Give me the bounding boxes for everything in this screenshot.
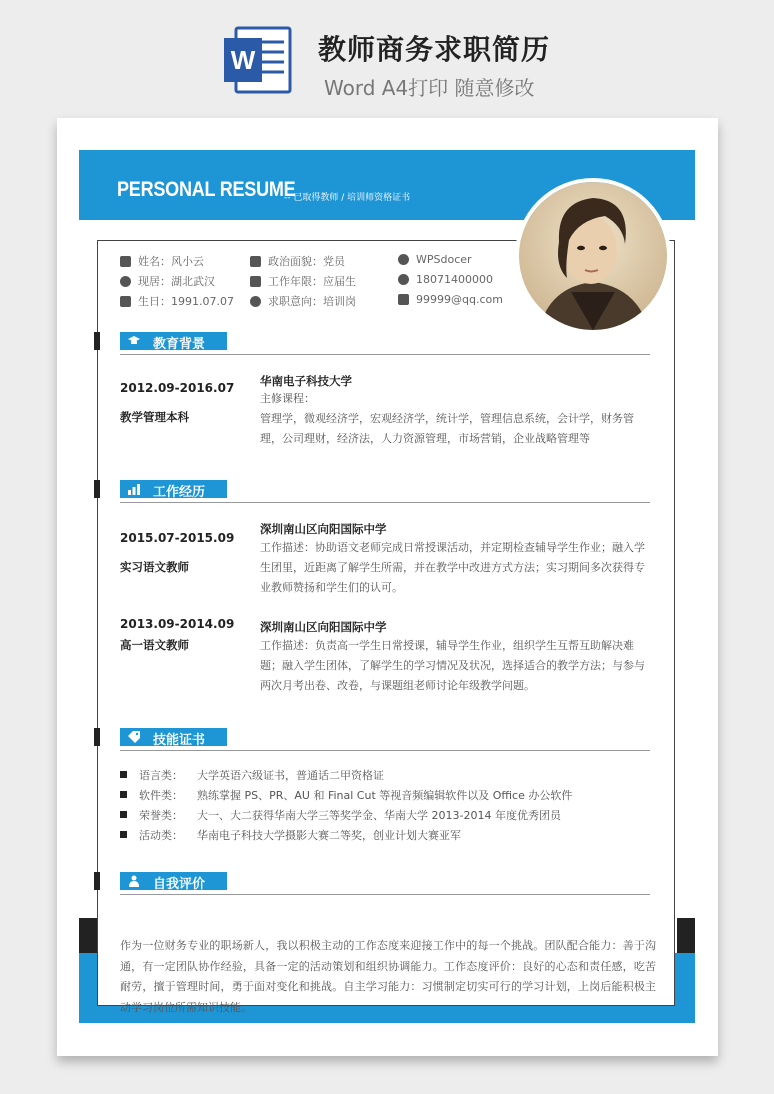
info-political: 政治面貌：党员: [250, 253, 345, 269]
section-label: 自我评价: [153, 877, 206, 892]
section-education: [98, 331, 674, 353]
section-tag: [120, 332, 227, 350]
calendar-icon: [120, 296, 131, 307]
work-org-2: 深圳南山区向阳国际中学: [260, 620, 387, 634]
work-desc-2: 工作描述：负责高一学生日常授课，辅导学生作业，组织学生互帮互助解决难题；融入学生团体，了解学生的学习情况及状况，选择适合的教学方法；与参与两次月考出卷、改卷，与课题组老师讨论年级教学问题。: [260, 639, 645, 692]
education-courses: 管理学，微观经济学，宏观经济学，统计学，管理信息系统，会计学，财务管理，公司理财，经济法，人力资源管理，市场营销，企业战略管理等: [260, 412, 634, 445]
work-desc-1: 工作描述：协助语文老师完成日常授课活动，并定期检查辅导学生作业；融入学生团里，近距离了解学生所需，并在教学中改进方式方法；实习期间多次获得专业教师赞扬和学生们的认可。: [260, 541, 645, 594]
skill-item: 软件类： 熟练掌握 PS、PR、AU 和 Final Cut 等视音频编辑软件以及 Office 办公软件: [120, 787, 572, 803]
mail-icon: [398, 294, 409, 305]
bar-chart-icon: [128, 483, 140, 495]
bottom-dark-bar-right: [677, 918, 695, 953]
bullet-square: [120, 811, 127, 818]
info-location: 现居：湖北武汉: [120, 273, 215, 289]
section-divider: [120, 894, 650, 895]
section-marker: [94, 332, 100, 350]
info-birthday: 生日：1991.07.07: [120, 293, 234, 309]
section-marker: [94, 728, 100, 746]
skill-item: 语言类： 大学英语六级证书，普通话二甲资格证: [120, 767, 384, 783]
section-work: [98, 479, 674, 501]
resume-title: PERSONAL RESUME: [117, 178, 296, 201]
section-tag: [120, 872, 227, 890]
bottom-dark-bar-left: [79, 918, 97, 953]
section-marker: [94, 480, 100, 498]
resume-page: [57, 118, 718, 1056]
section-tag: [120, 728, 227, 746]
top-banner: [0, 0, 774, 118]
work-date-2: 2013.09-2014.09: [120, 617, 235, 631]
education-degree: 教学管理本科: [120, 410, 189, 424]
skill-item: 活动类： 华南电子科技大学摄影大赛二等奖，创业计划大赛亚军: [120, 827, 461, 843]
section-label: 教育背景: [153, 337, 206, 352]
education-school: 华南电子科技大学: [260, 374, 352, 388]
education-courses-label: 主修课程：: [260, 392, 315, 405]
info-email: 99999@qq.com: [398, 293, 503, 306]
graduation-cap-icon: [128, 335, 140, 347]
resume-subtitle: -- 已取得教师 / 培训师资格证书: [284, 193, 411, 203]
people-icon: [250, 276, 261, 287]
banner-title: 教师商务求职简历: [318, 33, 551, 66]
tag-icon: [128, 731, 140, 743]
section-tag: [120, 480, 227, 498]
bullet-square: [120, 831, 127, 838]
phone-icon: [398, 274, 409, 285]
profile-photo: [515, 178, 671, 334]
section-divider: [120, 750, 650, 751]
user-icon: [128, 875, 140, 887]
info-intent: 求职意向：培训岗: [250, 293, 356, 309]
bullet-square: [120, 791, 127, 798]
info-phone: 18071400000: [398, 273, 493, 286]
bullet-square: [120, 771, 127, 778]
work-org-1: 深圳南山区向阳国际中学: [260, 522, 387, 536]
info-experience: 工作年限：应届生: [250, 273, 356, 289]
self-evaluation-text: 作为一位财务专业的职场新人，我以积极主动的工作态度来迎接工作中的每一个挑战。团队配合能力：善于沟通，有一定团队协作经验，具备一定的活动策划和组织协调能力。工作态度评价：良好的心态和责任感，吃苦耐劳，擅于管理时间，勇于面对变化和挑战。自主学习能力：习惯制定切实可行的学习计划，上岗后能积极主动学习岗位所需知识技能。: [120, 939, 656, 1014]
target-icon: [250, 296, 261, 307]
section-label: 技能证书: [153, 733, 206, 748]
section-divider: [120, 354, 650, 355]
word-document-icon: [222, 24, 294, 96]
work-date-1: 2015.07-2015.09: [120, 531, 235, 545]
section-marker: [94, 872, 100, 890]
section-label: 工作经历: [153, 485, 206, 500]
work-role-1: 实习语文教师: [120, 560, 189, 574]
content-frame: [97, 240, 675, 1014]
word-icon-letter: W: [230, 45, 256, 75]
chat-icon: [398, 254, 409, 265]
section-divider: [120, 502, 650, 503]
info-name: 姓名：风小云: [120, 253, 204, 269]
info-wechat: WPSdocer: [398, 253, 472, 266]
section-skills: [98, 727, 674, 749]
education-date: 2012.09-2016.07: [120, 381, 235, 395]
skill-item: 荣誉类： 大一、大二获得华南大学三等奖学金、华南大学 2013-2014 年度优秀团员: [120, 807, 561, 823]
person-icon: [120, 256, 131, 267]
section-self: [98, 871, 674, 893]
banner-subtitle: Word A4打印 随意修改: [324, 76, 535, 100]
work-role-2: 高一语文教师: [120, 638, 189, 652]
location-pin-icon: [120, 276, 131, 287]
flag-icon: [250, 256, 261, 267]
